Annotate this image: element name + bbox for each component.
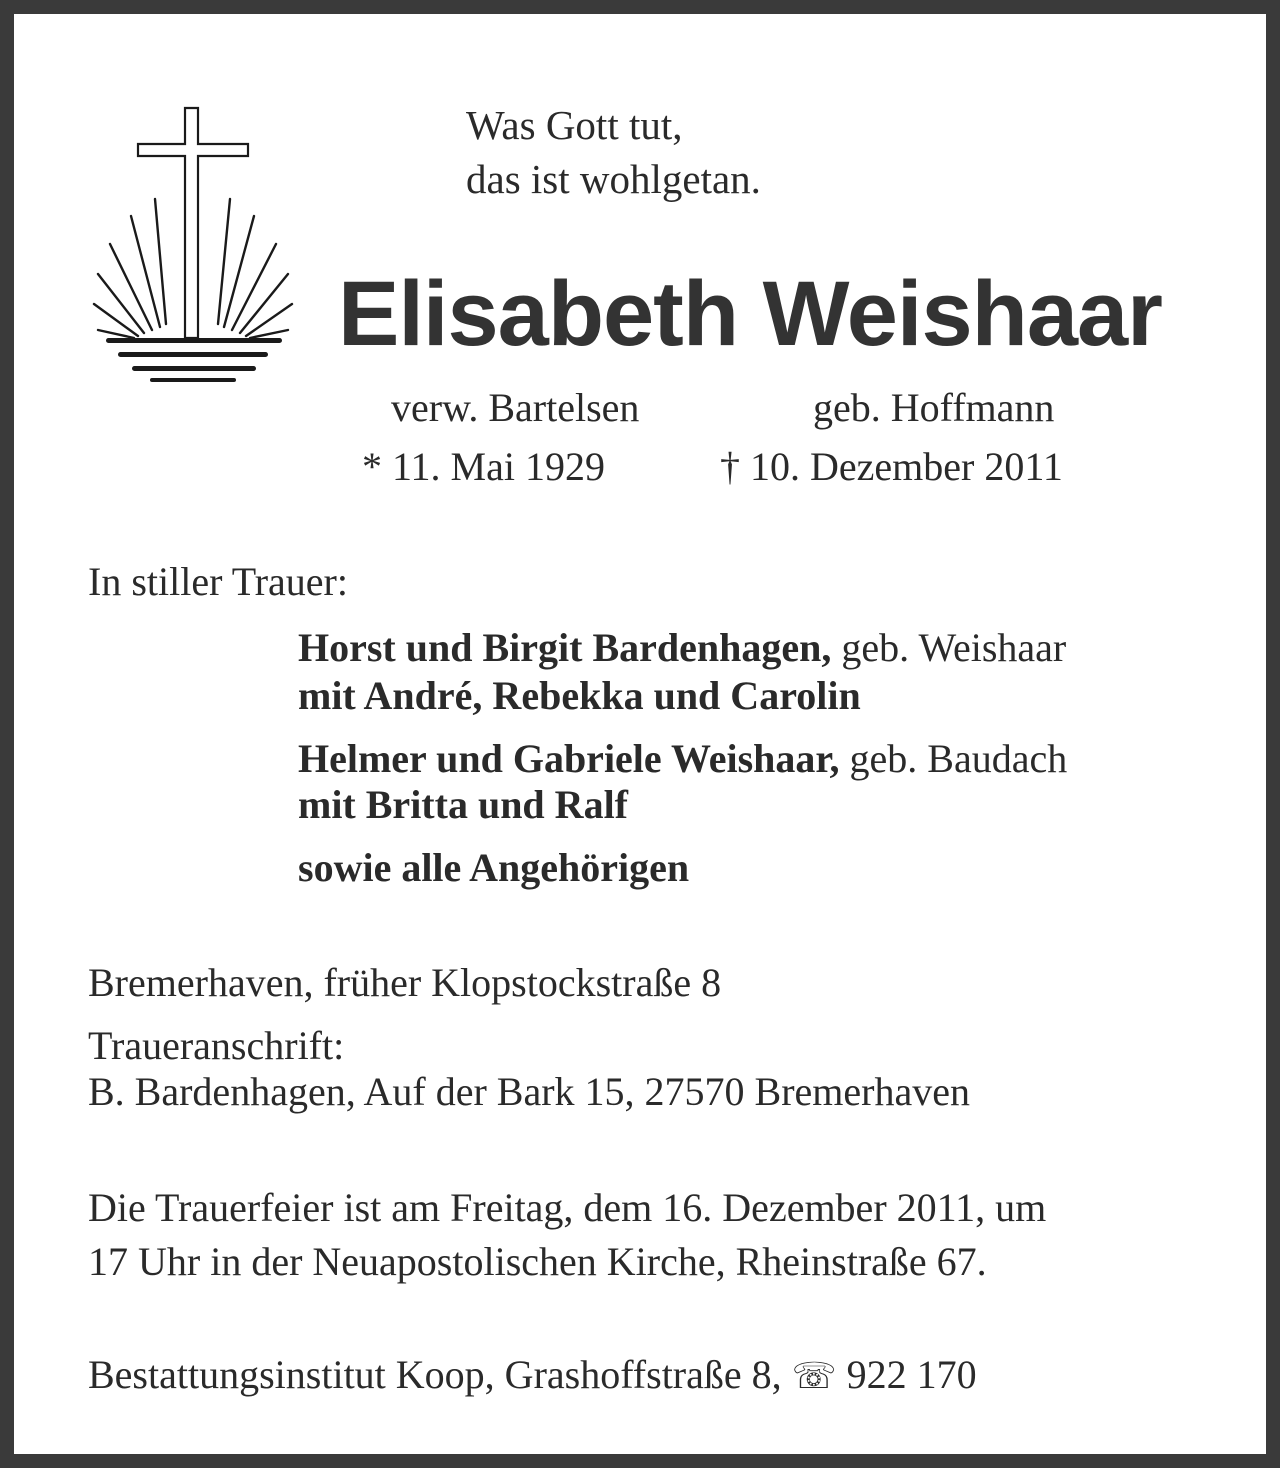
- death-date: † 10. Dezember 2011: [720, 444, 1063, 489]
- family-1-children: mit André, Rebekka und Carolin: [298, 673, 861, 718]
- widowed-name: verw. Bartelsen: [391, 385, 640, 430]
- service-line-2: 17 Uhr in der Neuapostolischen Kirche, Rheinstraße 67.: [88, 1239, 987, 1284]
- undertaker: [88, 1351, 977, 1400]
- mourning-address-label: Traueranschrift:: [88, 1023, 345, 1068]
- family-2: [298, 735, 1067, 783]
- deceased-name: Elisabeth Weishaar: [338, 263, 1162, 365]
- cross-sunrise-icon: [92, 104, 302, 384]
- family-2-children: mit Britta und Ralf: [298, 782, 628, 827]
- birth-date: * 11. Mai 1929: [362, 444, 605, 489]
- service-line-1: Die Trauerfeier ist am Freitag, dem 16. Dezember 2011, um: [88, 1185, 1047, 1230]
- telephone-icon: ☏: [791, 1356, 837, 1396]
- undertaker-text: Bestattungsinstitut Koop, Grashoffstraße 8,: [88, 1352, 782, 1397]
- family-2-maiden: geb. Baudach: [849, 736, 1068, 781]
- mourning-heading: In stiller Trauer:: [88, 559, 348, 604]
- other-relatives: sowie alle Angehörigen: [298, 845, 690, 890]
- family-2-name: Helmer und Gabriele Weishaar,: [298, 736, 840, 781]
- undertaker-phone: 922 170: [846, 1352, 977, 1397]
- motto-line-2: das ist wohlgetan.: [466, 156, 761, 202]
- mourning-address: B. Bardenhagen, Auf der Bark 15, 27570 Bremerhaven: [88, 1069, 970, 1114]
- motto: [466, 98, 761, 206]
- former-address: Bremerhaven, früher Klopstockstraße 8: [88, 960, 722, 1005]
- family-1-name: Horst und Birgit Bardenhagen,: [298, 625, 832, 670]
- maiden-name: geb. Hoffmann: [813, 385, 1055, 430]
- family-1-maiden: geb. Weishaar: [841, 625, 1067, 670]
- motto-line-1: Was Gott tut,: [466, 102, 683, 148]
- family-1: [298, 624, 1066, 672]
